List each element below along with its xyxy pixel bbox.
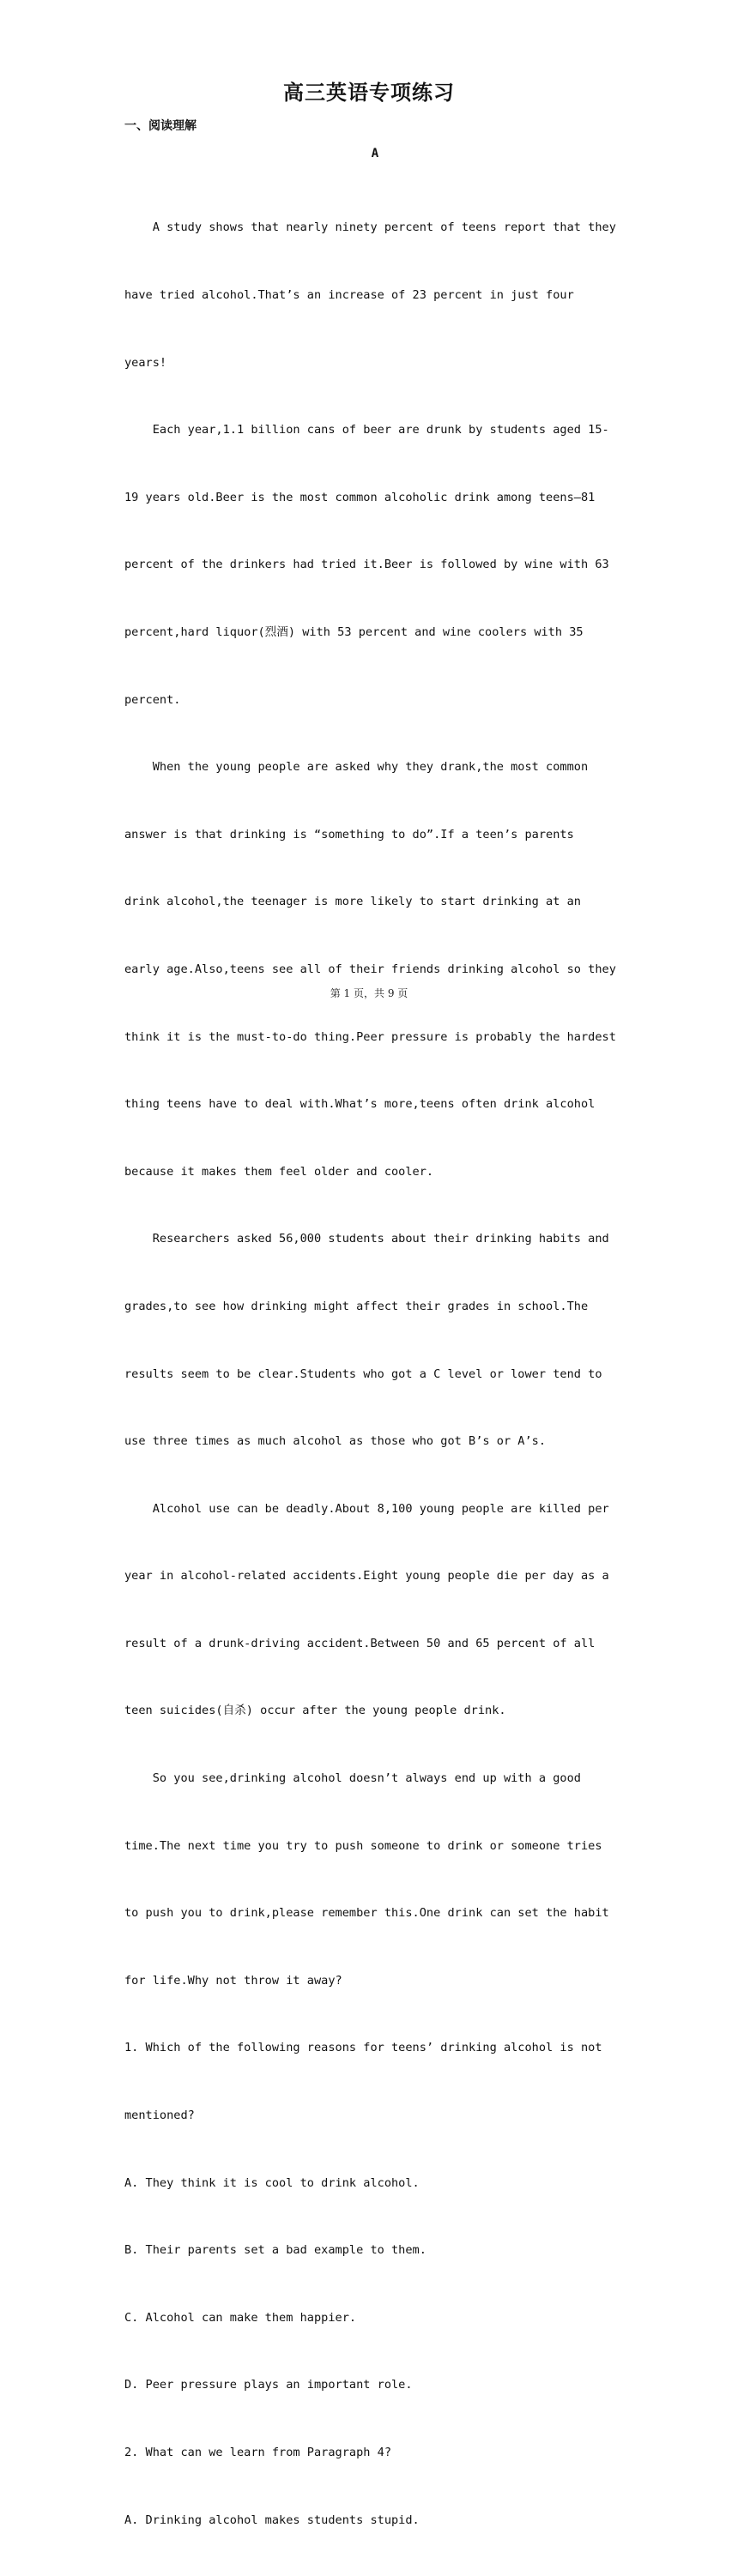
question-line: 2. What can we learn from Paragraph 4? — [124, 2446, 391, 2459]
text-line: Each year,1.1 billion cans of beer are drunk by students aged 15- — [124, 423, 609, 437]
question-line: mentioned? — [124, 2108, 195, 2123]
text-line: think it is the must-to-do thing.Peer pressure is probably the hardest — [124, 1029, 616, 1044]
text-line: A study shows that nearly ninety percent of teens report that they — [124, 220, 616, 235]
question-line: 1. Which of the following reasons for teens’ drinking alcohol is not — [124, 2041, 602, 2055]
answer-option: C. Alcohol can make them happier. — [124, 2310, 357, 2325]
text-line: time.The next time you try to push someone to drink or someone tries — [124, 1838, 602, 1853]
answer-option: A. They think it is cool to drink alcohol. — [124, 2175, 420, 2190]
text-line: percent,hard liquor(烈酒) with 53 percent and wine coolers with 35 — [124, 624, 584, 639]
text-line: year in alcohol-related accidents.Eight young people die per day as a — [124, 1569, 609, 1584]
text-line: grades,to see how drinking might affect their grades in school.The — [124, 1299, 589, 1313]
text-line: When the young people are asked why they drank,the most common — [124, 760, 589, 775]
answer-option: D. Peer pressure plays an important role. — [124, 2378, 413, 2392]
text-line: use three times as much alcohol as those who got B’s or A’s. — [124, 1434, 547, 1449]
passage-label: A — [371, 147, 379, 160]
text-line: Alcohol use can be deadly.About 8,100 young people are killed per — [124, 1501, 609, 1516]
text-line: early age.Also,teens see all of their friends drinking alcohol so they — [124, 962, 616, 976]
text-line: 19 years old.Beer is the most common alcoholic drink among teens—81 — [124, 490, 596, 504]
text-line: have tried alcohol.That’s an increase of 23 percent in just four — [124, 288, 574, 302]
text-line: percent. — [124, 692, 181, 707]
page-footer: 第 1 页，共 9 页 — [330, 987, 408, 999]
text-line: answer is that drinking is “something to do”.If a teen’s parents — [124, 827, 574, 842]
passage-body — [124, 172, 631, 2576]
section-heading: 一、阅读理解 — [124, 119, 197, 133]
answer-option: A. Drinking alcohol makes students stupid. — [124, 2513, 420, 2527]
text-line: thing teens have to deal with.What’s more,teens often drink alcohol — [124, 1097, 596, 1112]
text-line: Researchers asked 56,000 students about their drinking habits and — [124, 1232, 609, 1246]
text-line: percent of the drinkers had tried it.Beer is followed by wine with 63 — [124, 558, 609, 572]
text-line: years! — [124, 355, 167, 370]
text-line: result of a drunk-driving accident.Between 50 and 65 percent of all — [124, 1636, 596, 1650]
document-title: 高三英语专项练习 — [283, 80, 455, 105]
text-line: for life.Why not throw it away? — [124, 1973, 342, 1988]
text-line: to push you to drink,please remember this.One drink can set the habit — [124, 1906, 609, 1921]
text-line: results seem to be clear.Students who got a C level or lower tend to — [124, 1366, 602, 1381]
text-line: because it makes them feel older and cooler. — [124, 1164, 434, 1179]
text-line: drink alcohol,the teenager is more likely to start drinking at an — [124, 895, 581, 909]
text-line: teen suicides(自杀) occur after the young people drink. — [124, 1704, 506, 1718]
text-line: So you see,drinking alcohol doesn’t always end up with a good — [124, 1771, 581, 1786]
answer-option: B. Their parents set a bad example to them. — [124, 2243, 426, 2258]
